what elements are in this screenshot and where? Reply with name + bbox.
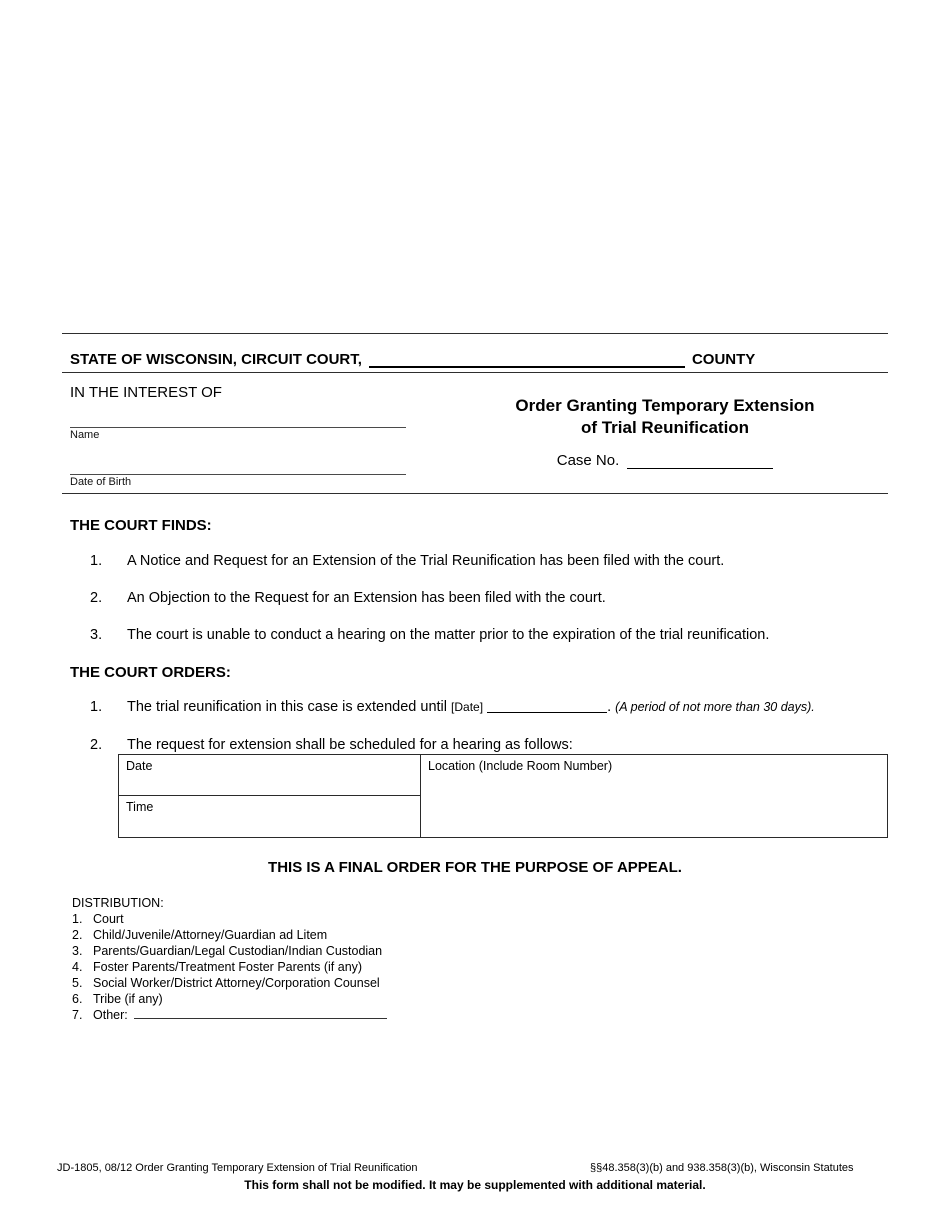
dob-label: Date of Birth	[70, 476, 132, 488]
distribution-2-text: Child/Juvenile/Attorney/Guardian ad Litem	[93, 928, 328, 942]
distribution-7-number: 7.	[72, 1008, 83, 1022]
form-title-line1: Order Granting Temporary Extension	[515, 396, 815, 415]
order-1-text	[127, 699, 815, 715]
order-1-number: 1.	[90, 699, 103, 715]
county-input-line[interactable]	[369, 354, 685, 368]
name-input-line[interactable]	[70, 427, 406, 428]
court-finds-heading: THE COURT FINDS:	[70, 517, 212, 534]
distribution-5-text: Social Worker/District Attorney/Corporation Counsel	[93, 976, 380, 990]
court-header-prefix: STATE OF WISCONSIN, CIRCUIT COURT,	[70, 351, 362, 368]
distribution-1-number: 1.	[72, 912, 83, 926]
hearing-date-cell[interactable]	[119, 755, 420, 796]
distribution-item-7	[72, 1007, 387, 1023]
final-order-notice: THIS IS A FINAL ORDER FOR THE PURPOSE OF APPEAL.	[268, 859, 682, 876]
court-orders-heading: THE COURT ORDERS:	[70, 664, 231, 681]
hearing-date-label: Date	[126, 759, 153, 773]
case-no-input-line[interactable]	[627, 454, 773, 469]
header-rule	[62, 372, 888, 373]
form-title	[450, 395, 880, 439]
distribution-1-text: Court	[93, 912, 124, 926]
order-1-text-before: The trial reunification in this case is extended until	[127, 699, 447, 715]
extension-date-input-line[interactable]	[487, 700, 607, 713]
court-header-row	[70, 351, 880, 368]
caption-bottom-rule	[62, 493, 888, 494]
order-2-number: 2.	[90, 737, 103, 753]
finding-3-text: The court is unable to conduct a hearing on the matter prior to the expiration of the trial reunification.	[127, 627, 770, 643]
distribution-7-text: Other:	[93, 1008, 128, 1022]
distribution-4-number: 4.	[72, 960, 83, 974]
distribution-6-number: 6.	[72, 992, 83, 1006]
name-label: Name	[70, 429, 100, 441]
finding-item-1	[90, 553, 888, 569]
distribution-4-text: Foster Parents/Treatment Foster Parents (if any)	[93, 960, 363, 974]
order-item-2	[90, 737, 888, 753]
hearing-table	[118, 754, 888, 838]
other-input-line[interactable]	[134, 1007, 387, 1019]
hearing-table-left-column	[119, 755, 421, 837]
distribution-item-1	[72, 911, 387, 927]
distribution-item-3	[72, 943, 387, 959]
finding-item-2	[90, 590, 888, 606]
order-1-period: .	[607, 699, 612, 715]
finding-2-number: 2.	[90, 590, 103, 606]
hearing-time-label: Time	[126, 800, 154, 814]
distribution-3-number: 3.	[72, 944, 83, 958]
footer-form-id: JD-1805, 08/12 Order Granting Temporary Extension of Trial Reunification	[57, 1162, 418, 1174]
distribution-heading: DISTRIBUTION:	[72, 896, 164, 910]
order-1-note: (A period of not more than 30 days).	[615, 700, 815, 714]
finding-3-number: 3.	[90, 627, 103, 643]
order-1-date-placeholder: [Date]	[451, 700, 484, 714]
hearing-time-cell[interactable]	[119, 796, 420, 837]
footer-statutes: §§48.358(3)(b) and 938.358(3)(b), Wisconsin Statutes	[590, 1162, 854, 1174]
distribution-item-4	[72, 959, 387, 975]
distribution-item-5	[72, 975, 387, 991]
finding-2-text: An Objection to the Request for an Extension has been filed with the court.	[127, 590, 606, 606]
order-item-1	[90, 699, 888, 715]
finding-1-text: A Notice and Request for an Extension of the Trial Reunification has been filed with the court.	[127, 553, 725, 569]
distribution-5-number: 5.	[72, 976, 83, 990]
top-rule	[62, 333, 888, 334]
distribution-3-text: Parents/Guardian/Legal Custodian/Indian Custodian	[93, 944, 383, 958]
hearing-location-label: Location (Include Room Number)	[428, 759, 613, 773]
in-the-interest-of-label: IN THE INTEREST OF	[70, 384, 222, 401]
distribution-section	[72, 895, 387, 1023]
distribution-item-6	[72, 991, 387, 1007]
footer-note: This form shall not be modified. It may be supplemented with additional material.	[244, 1178, 706, 1192]
case-no-label: Case No.	[556, 452, 620, 469]
form-title-line2: of Trial Reunification	[580, 418, 750, 437]
finding-item-3	[90, 627, 888, 643]
finding-1-number: 1.	[90, 553, 103, 569]
distribution-2-number: 2.	[72, 928, 83, 942]
distribution-6-text: Tribe (if any)	[93, 992, 163, 1006]
order-2-text: The request for extension shall be scheduled for a hearing as follows:	[127, 737, 573, 753]
distribution-item-2	[72, 927, 387, 943]
case-number-row	[450, 452, 880, 469]
hearing-location-cell[interactable]	[421, 755, 887, 837]
dob-input-line[interactable]	[70, 474, 406, 475]
court-header-suffix: COUNTY	[691, 351, 756, 368]
